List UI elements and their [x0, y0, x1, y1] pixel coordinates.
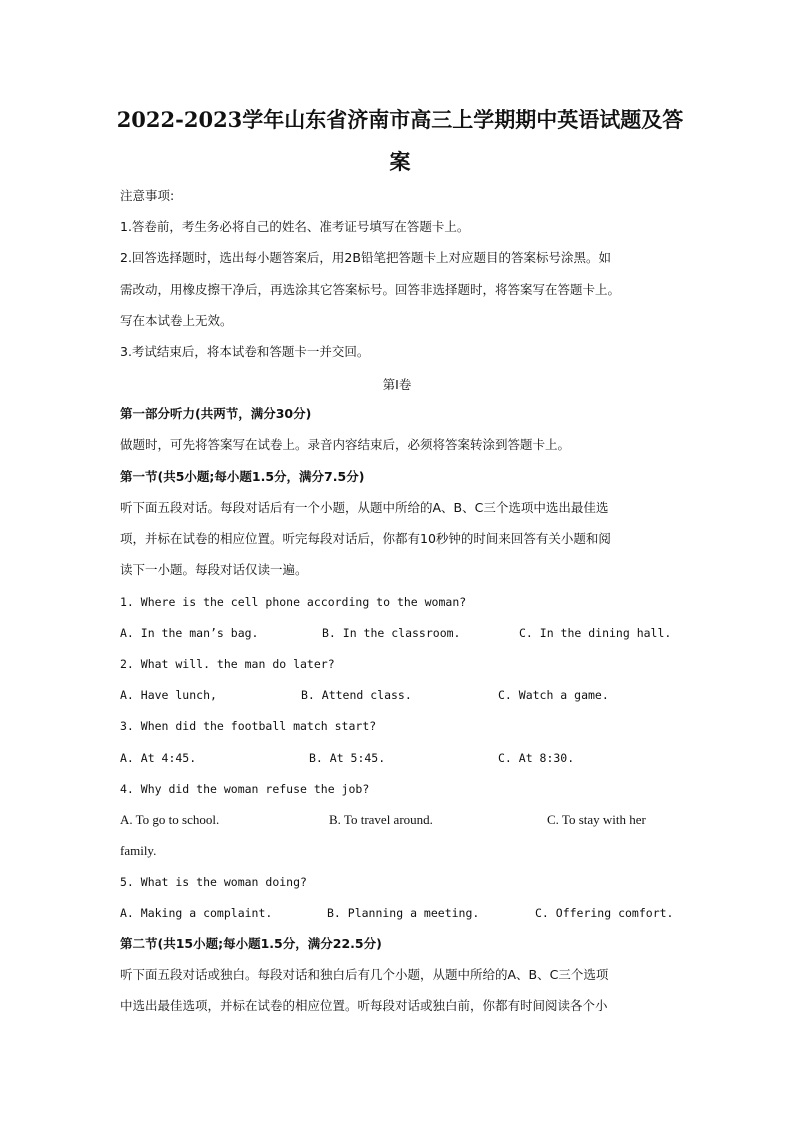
question-1-text: 1. Where is the cell phone according to the woman?	[120, 595, 467, 609]
question-1-option-b: B. In the classroom.	[322, 626, 461, 640]
question-2-option-b: B. Attend class.	[301, 688, 412, 702]
question-2-option-a: A. Have lunch,	[120, 688, 217, 702]
notice-heading: 注意事项:	[120, 188, 175, 203]
question-5-option-a: A. Making a complaint.	[120, 906, 273, 920]
section1-desc-line-2: 项，并标在试卷的相应位置。听完每段对话后，你都有10秒钟的时间来回答有关小题和阅	[120, 531, 611, 546]
section1-desc-line-3: 读下一小题。每段对话仅读一遍。	[120, 562, 308, 577]
question-4-option-b: B. To travel around.	[329, 812, 433, 827]
document-title-line-1: 2022-2023学年山东省济南市高三上学期期中英语试题及答	[116, 107, 684, 132]
section1-heading: 第一节(共5小题;每小题1.5分，满分7.5分)	[120, 469, 365, 484]
question-3-text: 3. When did the football match start?	[120, 719, 377, 733]
notice-item-1: 1.答卷前，考生务必将自己的姓名、准考证号填写在答题卡上。	[120, 219, 470, 234]
question-5-text: 5. What is the woman doing?	[120, 875, 307, 889]
notice-item-2-line-2: 需改动，用橡皮擦干净后，再选涂其它答案标号。回答非选择题时，将答案写在答题卡上。	[120, 282, 621, 297]
section2-desc-line-2: 中选出最佳选项，并标在试卷的相应位置。听每段对话或独白前，你都有时间阅读各个小	[120, 998, 608, 1013]
volume-heading: 第I卷	[382, 377, 412, 392]
question-2-option-c: C. Watch a game.	[498, 688, 609, 702]
notice-item-2-line-3: 写在本试卷上无效。	[120, 313, 233, 328]
question-1-option-c: C. In the dining hall.	[519, 626, 672, 640]
notice-item-2-line-1: 2.回答选择题时，选出每小题答案后，用2B铅笔把答题卡上对应题目的答案标号涂黑。如	[120, 250, 611, 265]
question-2-text: 2. What will. the man do later?	[120, 657, 335, 671]
part1-instruction: 做题时，可先将答案写在试卷上。录音内容结束后，必须将答案转涂到答题卡上。	[120, 437, 571, 452]
question-4-option-a: A. To go to school.	[120, 812, 220, 827]
notice-item-3: 3.考试结束后，将本试卷和答题卡一并交回。	[120, 344, 370, 359]
part1-heading: 第一部分听力(共两节，满分30分)	[120, 406, 312, 421]
section2-heading: 第二节(共15小题;每小题1.5分，满分22.5分)	[120, 936, 382, 951]
question-3-option-a: A. At 4:45.	[120, 751, 197, 765]
question-4-text: 4. Why did the woman refuse the job?	[120, 782, 370, 796]
question-3-option-c: C. At 8:30.	[498, 751, 575, 765]
section1-desc-line-1: 听下面五段对话。每段对话后有一个小题，从题中所给的A、B、C三个选项中选出最佳选	[120, 500, 609, 515]
question-4-option-c-continued: family.	[120, 843, 157, 858]
question-4-option-c: C. To stay with her	[547, 812, 646, 827]
question-5-option-b: B. Planning a meeting.	[327, 906, 480, 920]
document-title-line-2: 案	[389, 149, 411, 174]
question-1-option-a: A. In the man’s bag.	[120, 626, 259, 640]
question-5-option-c: C. Offering comfort.	[535, 906, 674, 920]
question-3-option-b: B. At 5:45.	[309, 751, 386, 765]
section2-desc-line-1: 听下面五段对话或独白。每段对话和独白后有几个小题，从题中所给的A、B、C三个选项	[120, 967, 609, 982]
